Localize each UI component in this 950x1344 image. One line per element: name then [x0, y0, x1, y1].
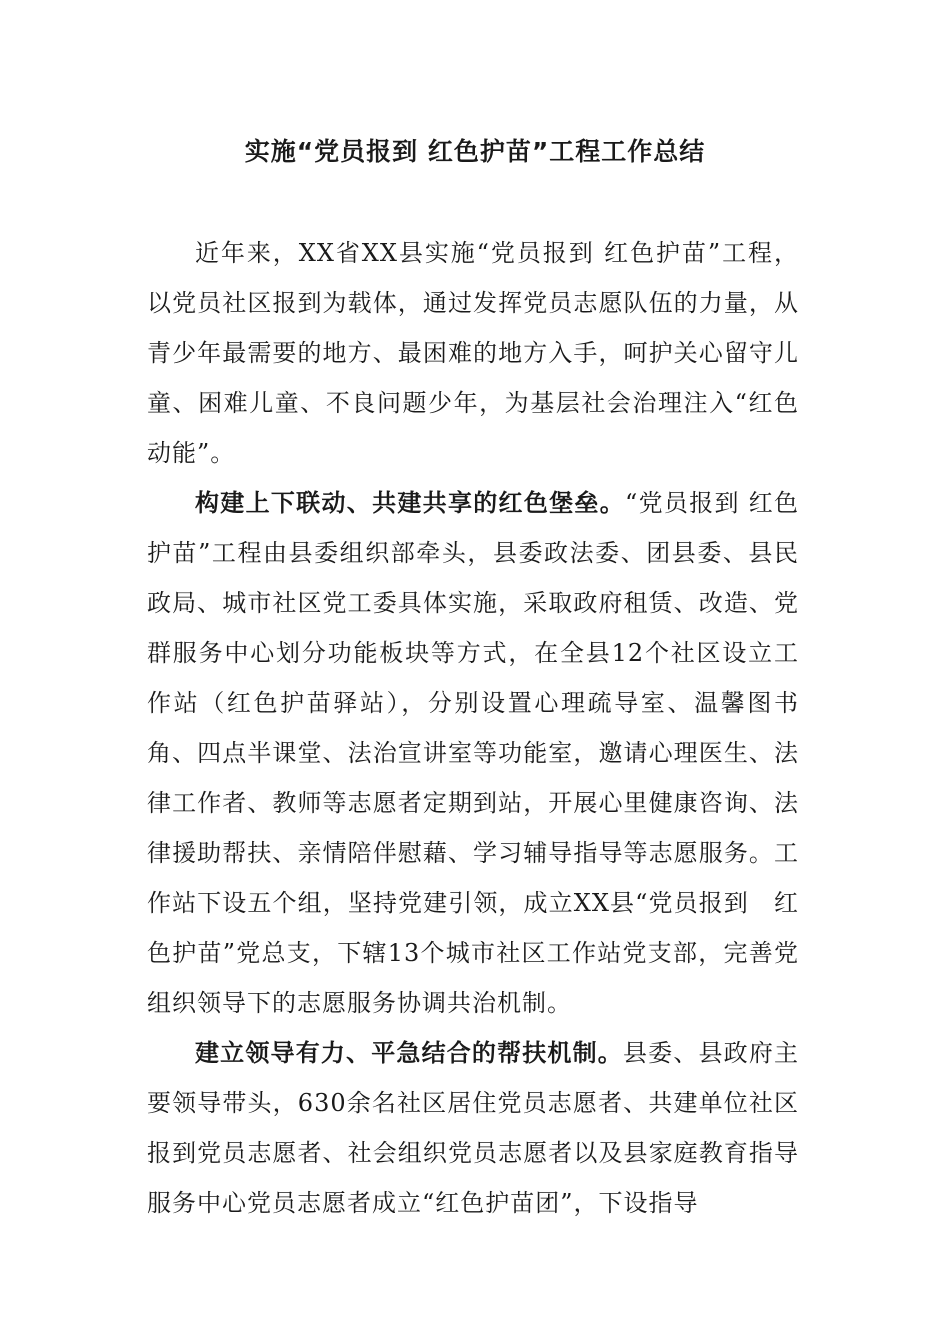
paragraph-support-mechanism — [147, 1028, 799, 1228]
document-body — [147, 228, 799, 1228]
paragraph-heading: 构建上下联动、共建共享的红色堡垒。 — [195, 488, 626, 517]
paragraph-text: “党员报到 红色护苗”工程由县委组织部牵头，县委政法委、团县委、县民政局、城市社区党工委具体实施，采取政府租赁、改造、党群服务中心划分功能板块等方式，在全县12个社区设立工作站（红色护苗驿站），分别设置心理疏导室、温馨图书角、四点半课堂、法治宣讲室等功能室，邀请心理医生、法律工作者、教师等志愿者定期到站，开展心里健康咨询、法律援助帮扶、亲情陪伴慰藉、学习辅导指导等志愿服务。工作站下设五个组，坚持党建引领，成立XX县“党员报到 红色护苗”党总支，下辖13个城市社区工作站党支部，完善党组织领导下的志愿服务协调共治机制。 — [147, 489, 799, 1017]
document-title: 实施“党员报到 红色护苗”工程工作总结 — [244, 137, 706, 166]
paragraph-text: 县委、县政府主要领导带头，630余名社区居住党员志愿者、共建单位社区报到党员志愿者、社会组织党员志愿者以及县家庭教育指导服务中心党员志愿者成立“红色护苗团”，下设指导 — [147, 1039, 800, 1217]
paragraph-heading: 建立领导有力、平急结合的帮扶机制。 — [195, 1038, 623, 1067]
paragraph-red-fortress — [147, 478, 799, 1028]
paragraph-intro-text: 近年来，XX省XX县实施“党员报到 红色护苗”工程，以党员社区报到为载体，通过发挥党员志愿队伍的力量，从青少年最需要的地方、最困难的地方入手，呵护关心留守儿童、困难儿童、不良问题少年，为基层社会治理注入“红色动能”。 — [147, 239, 799, 467]
paragraph-intro — [147, 228, 799, 478]
